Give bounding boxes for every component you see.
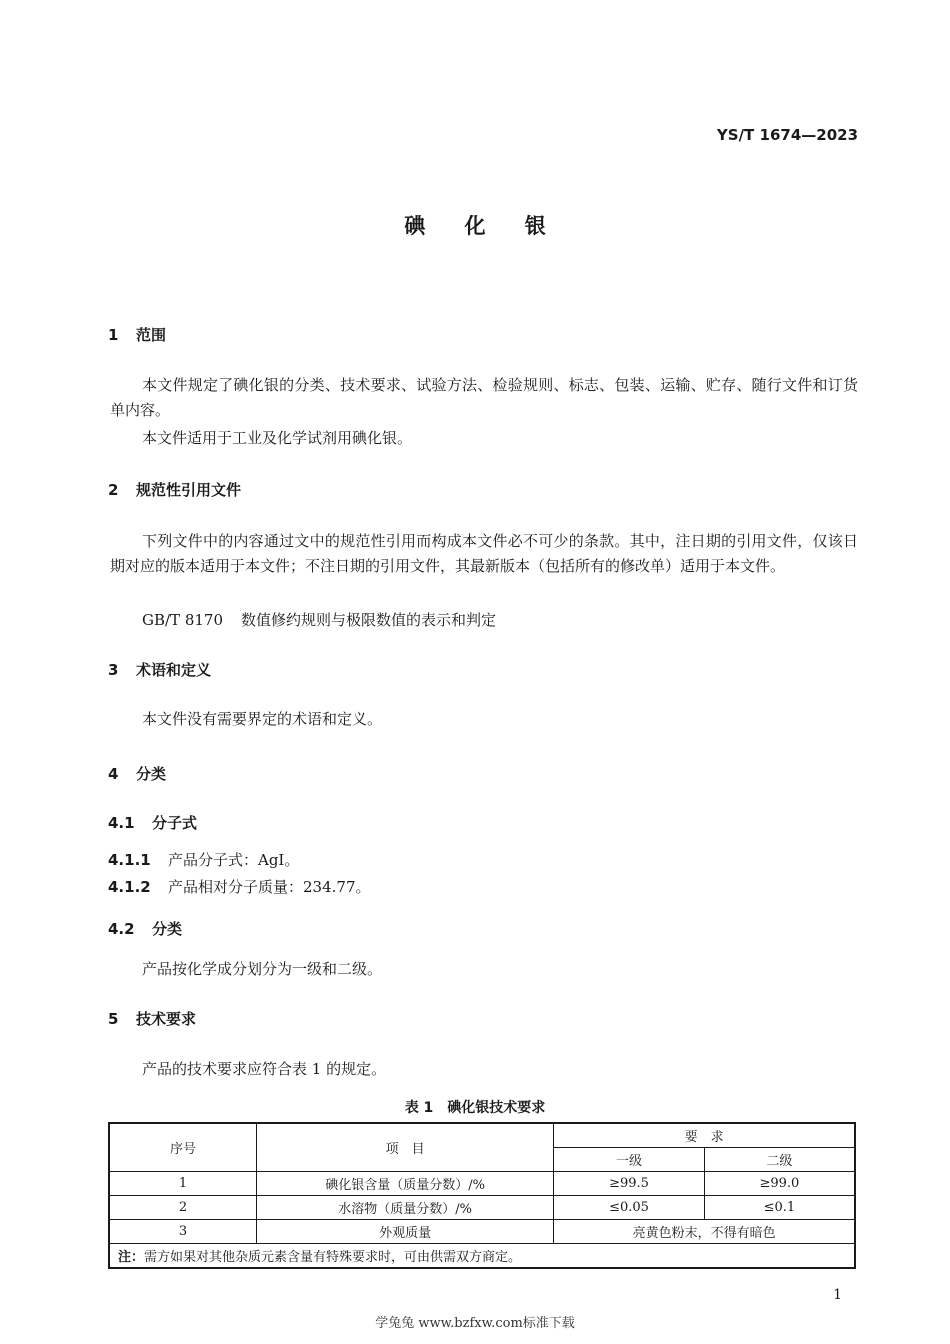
clause-4-1-2: [108, 876, 371, 897]
normative-reference: [142, 609, 496, 630]
clause-text: 产品相对分子质量：234.77。: [168, 878, 371, 896]
clause-4-1-1: [108, 849, 299, 870]
section-1-heading: [108, 324, 166, 345]
section-4-2-heading: [108, 918, 182, 939]
footer-watermark: 学兔兔 www.bzfxw.com标准下载: [375, 1316, 575, 1331]
reference-code: GB/T 8170: [142, 611, 224, 629]
section-title: 规范性引用文件: [136, 481, 242, 499]
section-1-paragraph-2: 本文件适用于工业及化学试剂用碘化银。: [142, 429, 413, 447]
cell-seq: 3: [109, 1220, 257, 1244]
cell-grade-2: ≤0.1: [704, 1196, 855, 1220]
cell-grade-2: ≥99.0: [704, 1172, 855, 1196]
clause-number: 4.1.1: [108, 851, 151, 869]
section-2-paragraph: 下列文件中的内容通过文中的规范性引用而构成本文件必不可少的条款。其中，注日期的引用文件，仅该日期对应的版本适用于本文件；不注日期的引用文件，其最新版本（包括所有的修改单）适用于本文件。: [110, 532, 858, 575]
clause-number: 4.1.2: [108, 878, 151, 896]
table-row: [109, 1196, 855, 1220]
section-number: 4: [108, 765, 119, 783]
section-5-heading: [108, 1008, 196, 1029]
section-number: 5: [108, 1010, 119, 1028]
standard-number: YS/T 1674—2023: [716, 126, 858, 144]
table-note: [109, 1244, 855, 1269]
table-row: [109, 1172, 855, 1196]
page-number: 1: [833, 1287, 842, 1303]
clause-text: 产品分子式：AgI。: [168, 851, 300, 869]
header-item: 项 目: [257, 1123, 554, 1172]
section-4-2-paragraph: 产品按化学成分划分为一级和二级。: [142, 960, 383, 978]
cell-item: 碘化银含量（质量分数）/%: [257, 1172, 554, 1196]
section-title: 分类: [152, 920, 183, 938]
cell-item: 水溶物（质量分数）/%: [257, 1196, 554, 1220]
table-title: 碘化银技术要求: [447, 1100, 546, 1116]
section-4-1-heading: [108, 812, 197, 833]
section-number: 2: [108, 481, 119, 499]
section-number: 4.1: [108, 814, 135, 832]
cell-seq: 1: [109, 1172, 257, 1196]
cell-item: 外观质量: [257, 1220, 554, 1244]
cell-grade-1: ≤0.05: [554, 1196, 705, 1220]
section-number: 4.2: [108, 920, 135, 938]
section-title: 分子式: [152, 814, 198, 832]
section-title: 分类: [136, 765, 167, 783]
section-3-heading: [108, 659, 211, 680]
note-label: 注：: [118, 1250, 145, 1265]
cell-seq: 2: [109, 1196, 257, 1220]
section-number: 3: [108, 661, 119, 679]
cell-grade-1: ≥99.5: [554, 1172, 705, 1196]
reference-title: 数值修约规则与极限数值的表示和判定: [241, 611, 497, 629]
cell-requirement-merged: 亮黄色粉末，不得有暗色: [554, 1220, 855, 1244]
table-header-row: [109, 1123, 855, 1148]
document-title: 碘 化 银: [404, 214, 562, 238]
section-title: 术语和定义: [136, 661, 212, 679]
section-2-heading: [108, 479, 241, 500]
table-note-row: [109, 1244, 855, 1269]
header-grade-2: 二级: [704, 1148, 855, 1172]
section-3-paragraph: 本文件没有需要界定的术语和定义。: [142, 710, 383, 728]
table-caption: [0, 1097, 950, 1117]
requirements-table: [108, 1122, 856, 1269]
section-title: 技术要求: [136, 1010, 197, 1028]
note-text: 需方如果对其他杂质元素含量有特殊要求时，可由供需双方商定。: [144, 1250, 522, 1265]
header-seq: 序号: [109, 1123, 257, 1172]
section-5-paragraph: 产品的技术要求应符合表 1 的规定。: [142, 1060, 387, 1078]
section-1-paragraph-1: 本文件规定了碘化银的分类、技术要求、试验方法、检验规则、标志、包装、运输、贮存、随行文件和订货单内容。: [110, 376, 858, 419]
section-4-heading: [108, 763, 166, 784]
section-title: 范围: [136, 326, 167, 344]
header-requirement: 要 求: [554, 1123, 855, 1148]
table-number: 表 1: [404, 1100, 434, 1116]
section-number: 1: [108, 326, 119, 344]
table-row: [109, 1220, 855, 1244]
header-grade-1: 一级: [554, 1148, 705, 1172]
